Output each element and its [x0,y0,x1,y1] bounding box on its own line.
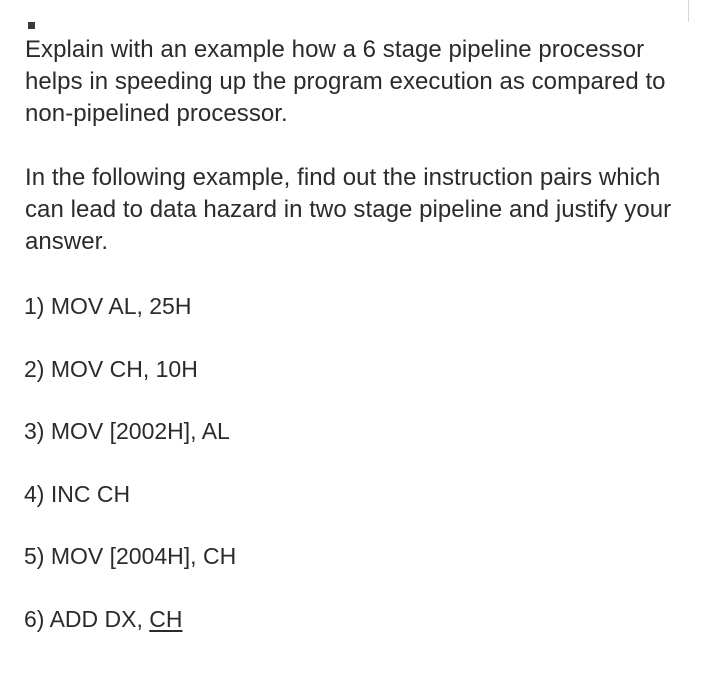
instruction-item-3: 3) MOV [2002H], AL [24,418,230,444]
instruction-item-6 [24,603,690,635]
bullet-marker [28,22,35,29]
instruction-item-5: 5) MOV [2004H], CH [24,543,237,569]
question-paragraph-2: In the following example, find out the instruction pairs which can lead to data hazard in two stage pipeline and justify your answer. [25,164,672,255]
instruction-6-text: 6) ADD DX, [24,605,150,632]
instruction-item-2: 2) MOV CH, 10H [24,355,198,382]
question-paragraph-1: Explain with an example how a 6 stage pipeline processor helps in speeding up the program execution as compared to non-pipelined processor. [25,36,666,127]
edge-divider [688,0,689,22]
question-body [25,34,690,665]
instruction-list [24,290,690,635]
instruction-item-1: 1) MOV AL, 25H [24,293,192,319]
instruction-6-underlined-operand: CH [149,605,183,632]
instruction-item-4: 4) INC CH [24,480,131,507]
